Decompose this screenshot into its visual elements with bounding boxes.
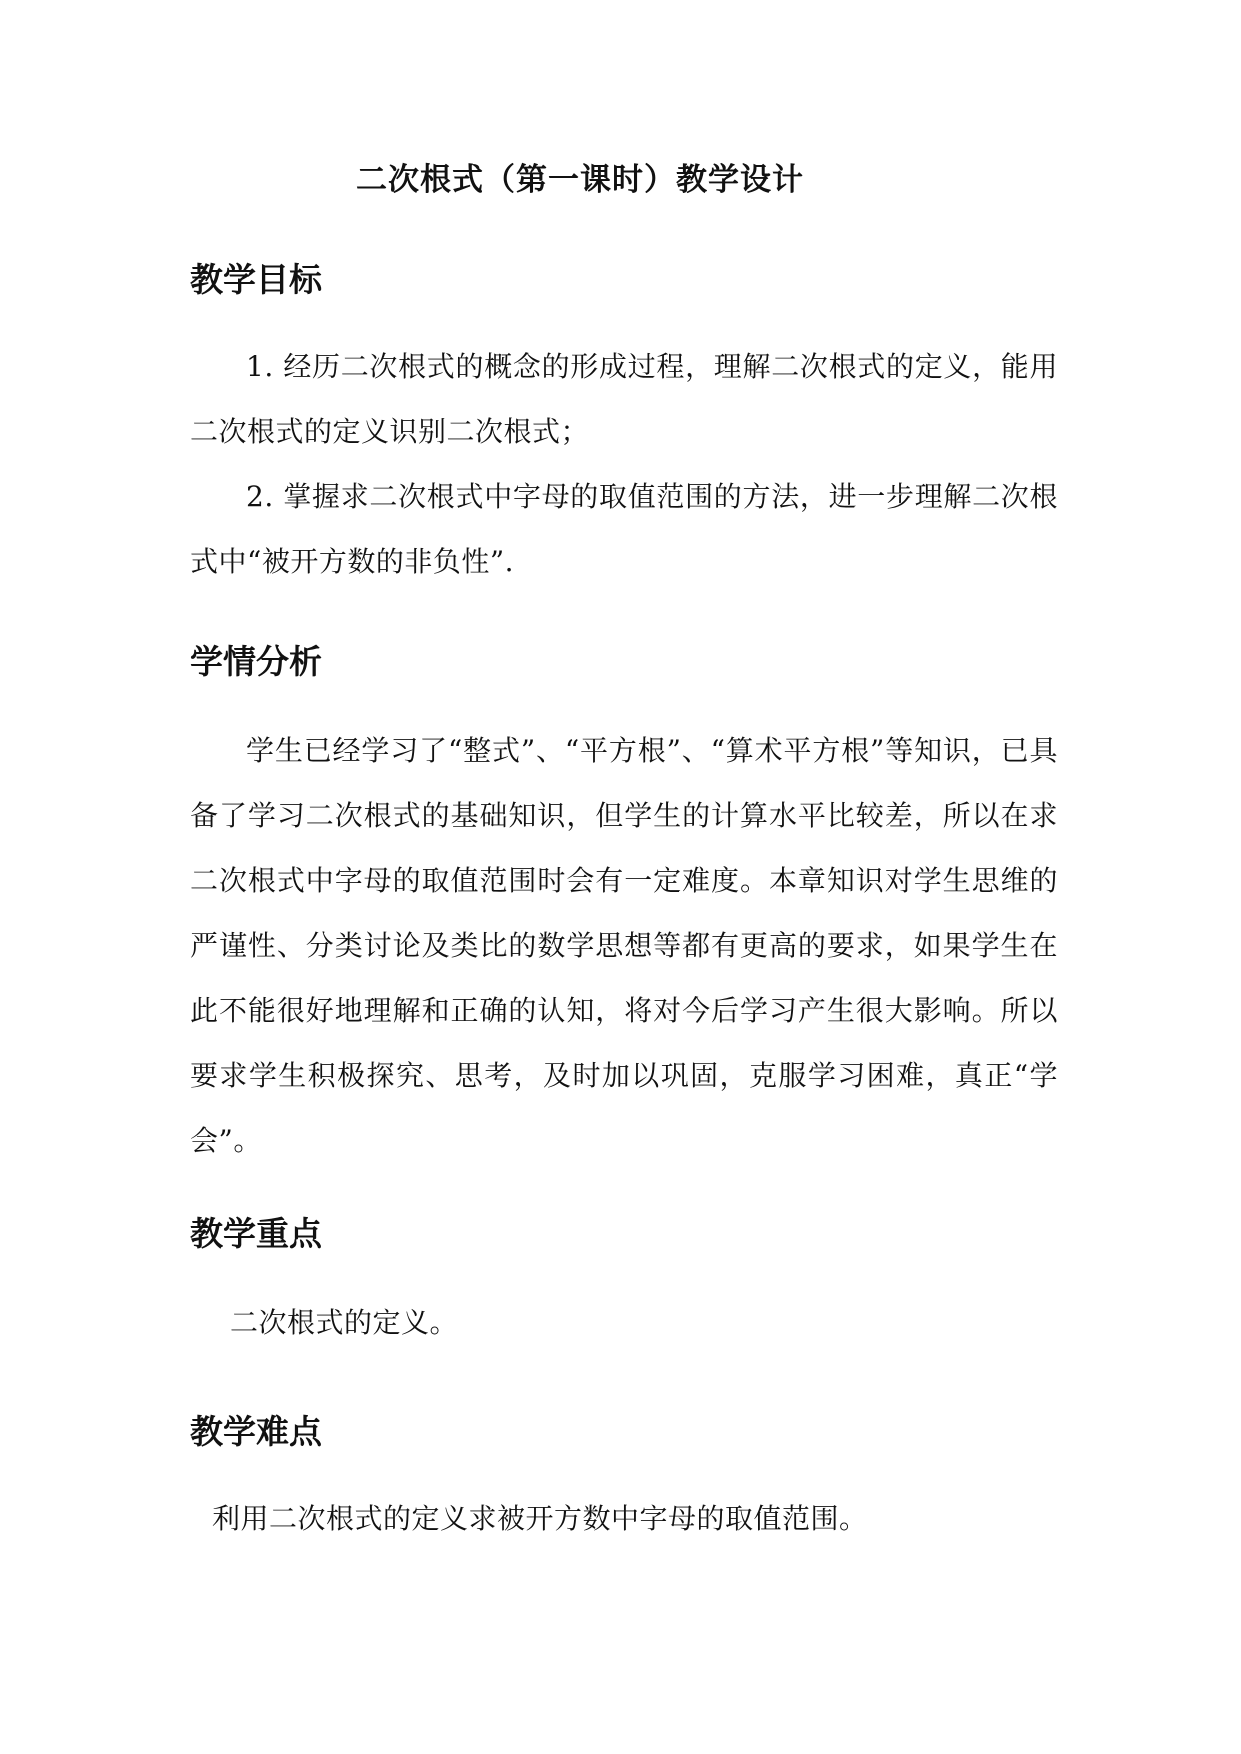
- objective-paragraph-2: 2. 掌握求二次根式中字母的取值范围的方法，进一步理解二次根式中“被开方数的非负性”.: [190, 480, 1058, 578]
- section-heading-objectives: 教学目标: [190, 260, 322, 299]
- section-heading-student-analysis: 学情分析: [190, 642, 322, 681]
- objective-paragraph-1: 1. 经历二次根式的概念的形成过程，理解二次根式的定义，能用二次根式的定义识别二次根式；: [190, 350, 1058, 448]
- student-analysis-paragraph: 学生已经学习了“整式”、“平方根”、“算术平方根”等知识，已具备了学习二次根式的基础知识，但学生的计算水平比较差，所以在求二次根式中字母的取值范围时会有一定难度。本章知识对学生思维的严谨性、分类讨论及类比的数学思想等都有更高的要求，如果学生在此不能很好地理解和正确的认知，将对今后学习产生很大影响。所以要求学生积极探究、思考，及时加以巩固，克服学习困难，真正“学会”。: [190, 734, 1058, 1157]
- section-heading-key-points: 教学重点: [190, 1214, 322, 1253]
- section-heading-difficulties: 教学难点: [190, 1412, 322, 1451]
- document-title: 二次根式（第一课时）教学设计: [356, 162, 804, 198]
- difficulties-paragraph: 利用二次根式的定义求被开方数中字母的取值范围。: [212, 1502, 868, 1535]
- key-points-paragraph: 二次根式的定义。: [230, 1306, 459, 1339]
